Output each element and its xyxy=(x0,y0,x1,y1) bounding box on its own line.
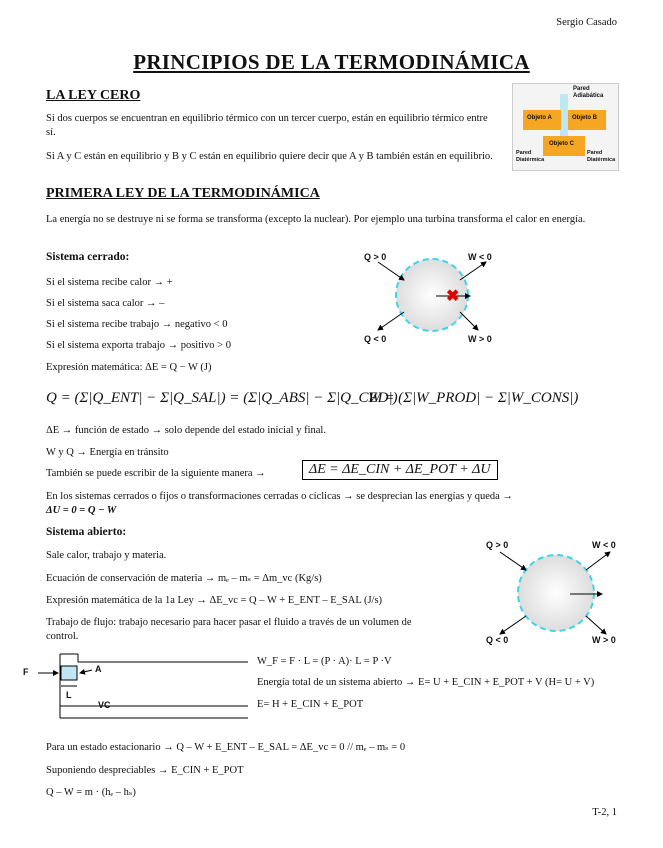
formula-w: W = (Σ|W_PROD| − Σ|W_CONS|) xyxy=(368,390,579,406)
label-pared-diatermica-right: Pared Diatérmica xyxy=(587,150,616,163)
abierto-line-4: Trabajo de flujo: trabajo necesario para hacer pasar el fluido a través de un volumen de control. xyxy=(46,617,412,642)
abierto-line-5: Para un estado estacionario → Q – W + E_ENT – E_SAL = ΔE_vc = 0 // mₑ – mₛ = 0 xyxy=(46,742,406,753)
arrow-w-in xyxy=(460,312,478,330)
label-q-neg: Q < 0 xyxy=(364,334,387,344)
zero-law-figure xyxy=(512,83,619,171)
flow-work-svg xyxy=(18,652,248,724)
heading-ley-cero: LA LEY CERO xyxy=(46,88,141,103)
open-system-diagram xyxy=(480,538,630,648)
arrow-w-out xyxy=(460,262,486,280)
abierto-line-7: Q – W = m · (hₑ – hₛ) xyxy=(46,787,136,798)
ley-cero-p2: Si A y C están en equilibrio y B y C están en equilibrio quiere decir que A y B también están en equilibrio. xyxy=(46,151,493,162)
cerrado-line-4: Si el sistema exporta trabajo → positivo > 0 xyxy=(46,340,231,351)
flow-label-a: A xyxy=(95,664,102,674)
open-label-q-pos: Q > 0 xyxy=(486,540,509,550)
abierto-formula-3: E= H + E_CIN + E_POT xyxy=(257,699,364,710)
abierto-line-1: Sale calor, trabajo y materia. xyxy=(46,550,167,561)
piston-element xyxy=(61,666,77,680)
abierto-line-2: Ecuación de conservación de materia → mₑ – mₛ = Δm_vc (Kg/s) xyxy=(46,573,322,584)
arrow-q-in xyxy=(378,262,404,280)
open-label-w-neg: W < 0 xyxy=(592,540,616,550)
flow-label-l: L xyxy=(66,690,72,700)
label-w-neg: W < 0 xyxy=(468,252,492,262)
heading-sistema-cerrado: Sistema cerrado: xyxy=(46,251,130,263)
open-arrow-w-out xyxy=(586,552,610,570)
label-w-pos: W > 0 xyxy=(468,334,492,344)
cerrado-line-8: En los sistemas cerrados o fijos o transformaciones cerradas o cíclicas → se desprecian las energías y queda → xyxy=(46,491,513,502)
label-q-pos: Q > 0 xyxy=(364,252,387,262)
primera-ley-intro: La energía no se destruye ni se forma se transforma (excepto la nuclear). Por ejemplo una turbina transforma el calor en energía. xyxy=(46,214,586,225)
label-objeto-c: Objeto C xyxy=(549,141,574,147)
cerrado-line-1: Si el sistema recibe calor → + xyxy=(46,277,173,288)
open-arrow-q-in xyxy=(500,552,526,570)
label-objeto-a: Objeto A xyxy=(527,115,552,121)
flow-label-f: F xyxy=(23,667,29,677)
cerrado-expresion: Expresión matemática: ΔE = Q − W (J) xyxy=(46,362,212,373)
red-x-icon: ✖ xyxy=(446,288,460,305)
heading-sistema-abierto: Sistema abierto: xyxy=(46,526,127,538)
open-system-boundary xyxy=(518,555,594,631)
flow-label-vc: VC xyxy=(98,700,111,710)
cerrado-line-6: W y Q → Energía en tránsito xyxy=(46,447,169,458)
abierto-line-6: Suponiendo despreciables → E_CIN + E_POT xyxy=(46,765,244,776)
author: Sergio Casado xyxy=(556,17,617,28)
abierto-formula-1: W_F = F · L = (P · A)· L = P ·V xyxy=(257,656,392,667)
cerrado-line-9: ΔU = 0 = Q − W xyxy=(46,505,117,516)
open-label-w-pos: W > 0 xyxy=(592,635,616,645)
open-arrow-q-out xyxy=(500,616,526,634)
formula-q: Q = (Σ|Q_ENT| − Σ|Q_SAL|) = (Σ|Q_ABS| − Σ|Q_CED|) xyxy=(46,390,398,406)
cerrado-line-2: Si el sistema saca calor → – xyxy=(46,298,165,309)
open-system-svg xyxy=(480,538,630,648)
page-title: PRINCIPIOS DE LA TERMODINÁMICA xyxy=(133,50,530,74)
open-label-q-neg: Q < 0 xyxy=(486,635,509,645)
arrow-q-out xyxy=(378,312,404,330)
cerrado-line-3: Si el sistema recibe trabajo → negativo < 0 xyxy=(46,319,228,330)
page-number: T-2, 1 xyxy=(592,807,617,818)
open-arrow-w-in xyxy=(586,616,606,634)
cerrado-line-5: ΔE → función de estado → solo depende del estado inicial y final. xyxy=(46,425,326,436)
boxed-formula: ΔE = ΔE_CIN + ΔE_POT + ΔU xyxy=(302,460,498,480)
label-objeto-b: Objeto B xyxy=(572,115,597,121)
area-pointer xyxy=(80,670,92,673)
heading-primera-ley: PRIMERA LEY DE LA TERMODINÁMICA xyxy=(46,186,320,201)
abierto-line-3: Expresión matemática de la 1a Ley → ΔE_vc = Q – W + E_ENT – E_SAL (J/s) xyxy=(46,595,383,606)
ley-cero-p1: Si dos cuerpos se encuentran en equilibrio térmico con un tercer cuerpo, están en equilibrio térmico entre sí. xyxy=(46,113,488,138)
flow-work-diagram xyxy=(18,652,248,724)
abierto-formula-2: Energía total de un sistema abierto → E= U + E_CIN + E_POT + V (H= U + V) xyxy=(257,677,595,688)
label-pared-diatermica-left: Pared Diatérmica xyxy=(516,150,545,163)
cerrado-line-7: También se puede escribir de la siguiente manera → xyxy=(46,468,266,479)
label-pared-adiabatica: Pared Adiabática xyxy=(573,86,604,99)
closed-system-diagram xyxy=(360,250,520,350)
